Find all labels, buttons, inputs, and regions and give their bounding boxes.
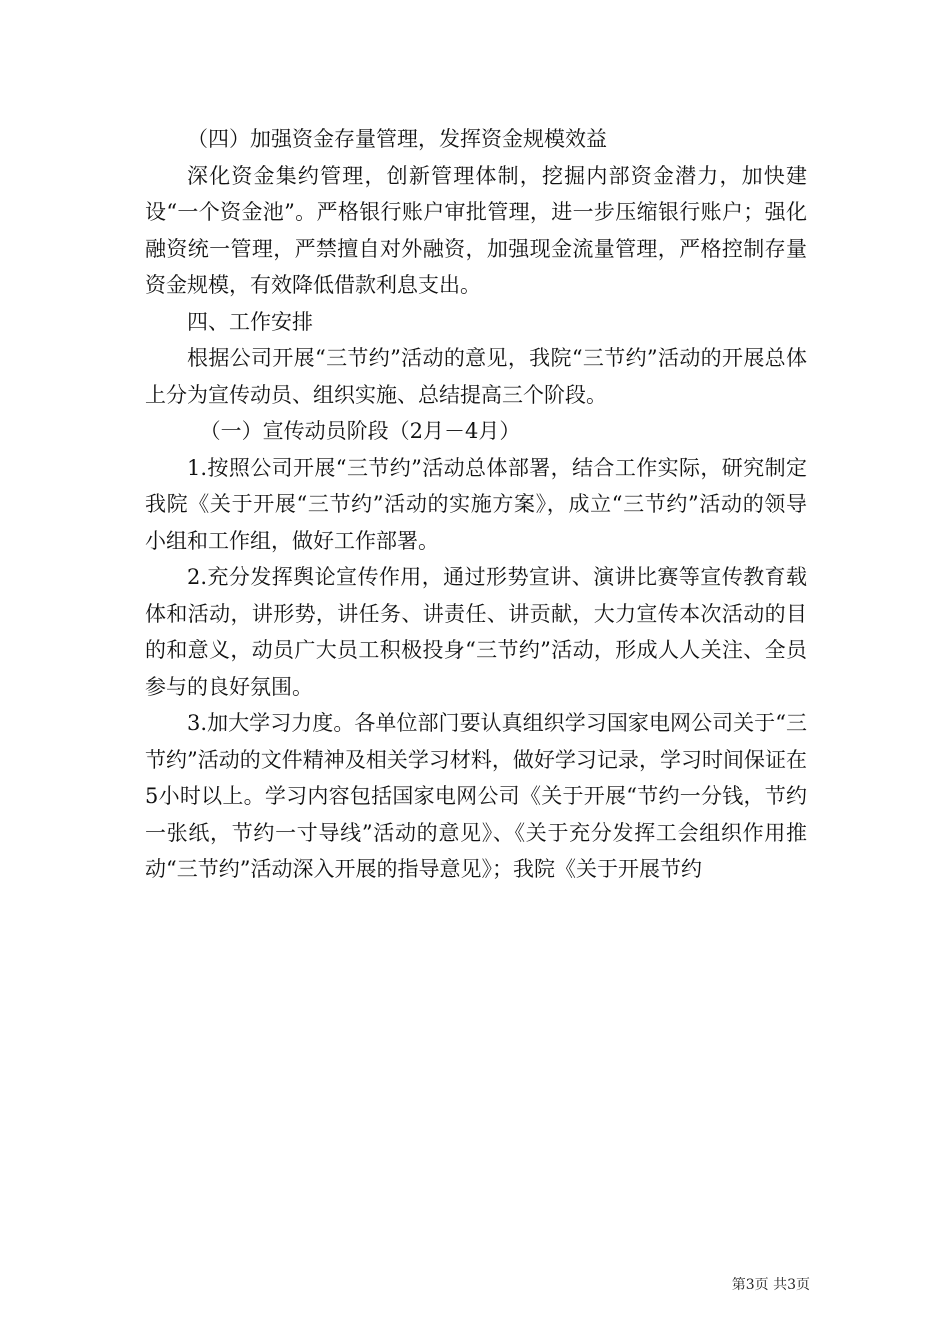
list-item-3: 3.加大学习力度。各单位部门要认真组织学习国家电网公司关于“三节约”活动的文件精神及相关学习材料，做好学习记录，学习时间保证在5小时以上。学习内容包括国家电网公司《关于开展“节约一分钱，节约一张纸，节约一寸导线”活动的意见》、《关于充分发挥工会组织作用推动“三节约”活动深入开展的指导意见》；我院《关于开展节约 [145,711,807,881]
section-heading-work-arrangement: 四、工作安排 [187,309,313,334]
subsection-heading-publicity-stage: （一）宣传动员阶段（2月－4月） [199,419,521,443]
paragraph-capital-management: 深化资金集约管理，创新管理体制，挖掘内部资金潜力，加快建设“一个资金池”。严格银行账户审批管理，进一步压缩银行账户；强化融资统一管理，严禁擅自对外融资，加强现金流量管理，严格控制存量资金规模，有效降低借款利息支出。 [145,163,807,297]
document-body [145,121,807,888]
list-item-2: 2.充分发挥舆论宣传作用，通过形势宣讲、演讲比赛等宣传教育载体和活动，讲形势，讲任务、讲责任、讲贡献，大力宣传本次活动的目的和意义，动员广大员工积极投身“三节约”活动，形成人人关注、全员参与的良好氛围。 [145,565,807,699]
section-heading-capital-management: （四）加强资金存量管理，发挥资金规模效益 [187,127,607,151]
paragraph-stages-overview: 根据公司开展“三节约”活动的意见，我院“三节约”活动的开展总体上分为宣传动员、组织实施、总结提高三个阶段。 [145,346,807,407]
list-item-1: 1.按照公司开展“三节约”活动总体部署，结合工作实际，研究制定我院《关于开展“三节约”活动的实施方案》，成立“三节约”活动的领导小组和工作组，做好工作部署。 [145,455,807,553]
page-indicator: 第3页 共3页 [731,1277,810,1293]
